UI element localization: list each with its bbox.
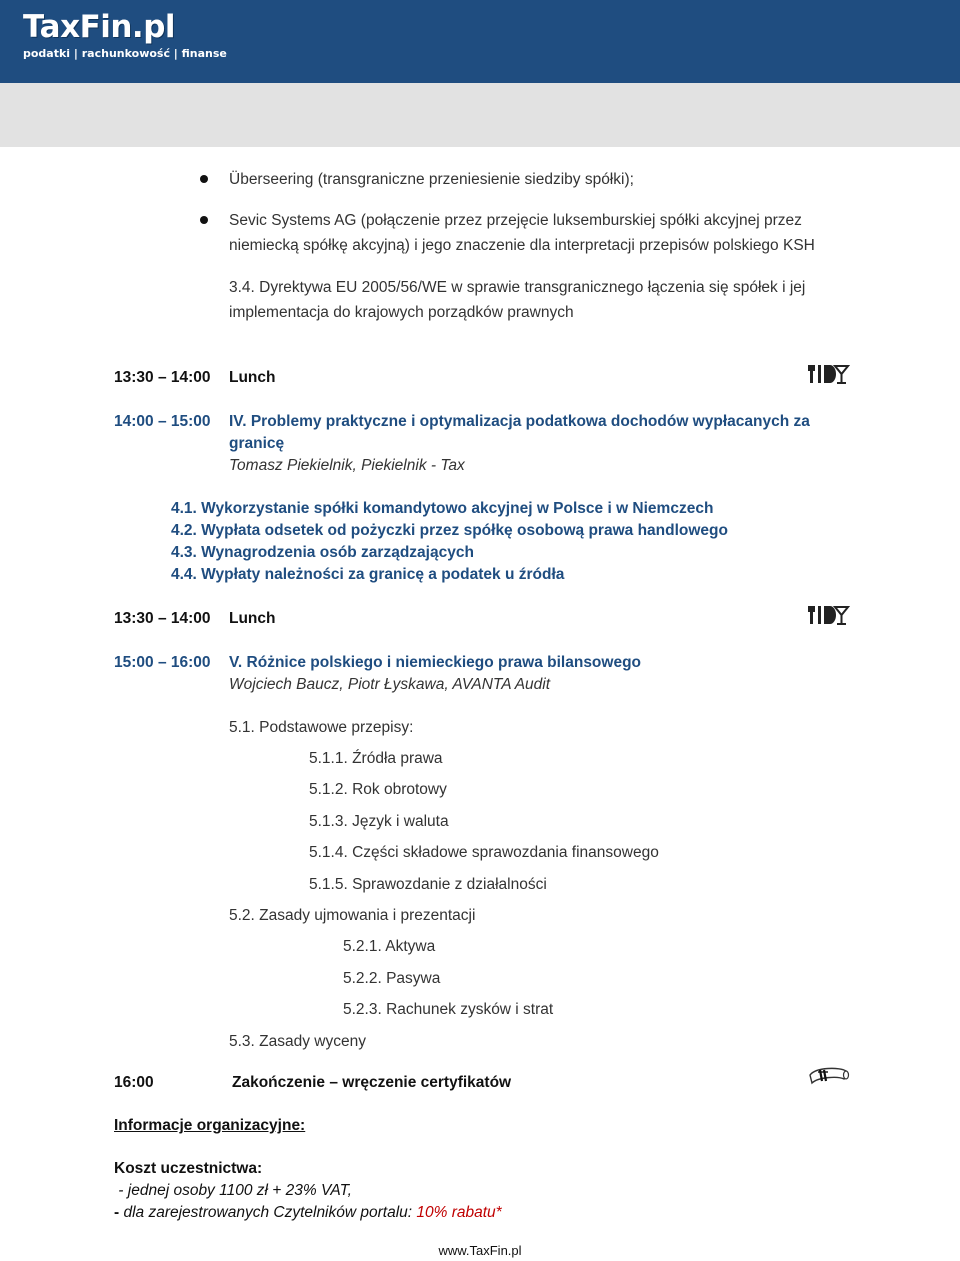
lunch-2-label: Lunch bbox=[229, 610, 276, 627]
bullet-item-uberseering: Überseering (transgraniczne przeniesienie siedziby spółki); bbox=[229, 171, 634, 188]
section-5-1-item: 5.1.2. Rok obrotowy bbox=[309, 781, 447, 798]
taxfin-logo[interactable] bbox=[23, 8, 227, 60]
session-4-speaker: Tomasz Piekielnik, Piekielnik - Tax bbox=[229, 457, 465, 474]
cost-label: Koszt uczestnictwa: bbox=[114, 1160, 263, 1177]
diploma-scroll-icon bbox=[806, 1064, 850, 1086]
cost-line-2-text: dla zarejestrowanych Czytelników portalu: bbox=[123, 1204, 417, 1221]
session-4-item: 4.1. Wykorzystanie spółki komandytowo akcyjnej w Polsce i w Niemczech bbox=[171, 500, 714, 517]
session-5-time: 15:00 – 16:00 bbox=[114, 654, 211, 671]
logo-title: TaxFin.pl bbox=[23, 9, 176, 45]
lunch-1-label: Lunch bbox=[229, 369, 276, 386]
section-5-2-item: 5.2.2. Pasywa bbox=[343, 970, 441, 987]
cutlery-glass-icon bbox=[808, 362, 850, 386]
section-5-1-item: 5.1.1. Źródła prawa bbox=[309, 750, 443, 767]
footer-url[interactable]: www.TaxFin.pl bbox=[438, 1243, 522, 1258]
cost-line-2-dash: - bbox=[114, 1204, 124, 1221]
discount-text: 10% rabatu* bbox=[416, 1204, 502, 1221]
section-3-4-line2: implementacja do krajowych porządków prawnych bbox=[229, 304, 574, 321]
logo-tagline: podatki | rachunkowość | finanse bbox=[23, 47, 227, 60]
session-4-title-line2: granicę bbox=[229, 435, 285, 452]
bullet-dot bbox=[200, 175, 208, 183]
section-5-1-item: 5.1.3. Język i waluta bbox=[309, 813, 449, 830]
bullet-item-sevic-line1: Sevic Systems AG (połączenie przez przejęcie luksemburskiej spółki akcyjnej przez bbox=[229, 212, 802, 229]
section-5-1-item: 5.1.5. Sprawozdanie z działalności bbox=[309, 876, 547, 893]
section-3-4-line1: 3.4. Dyrektywa EU 2005/56/WE w sprawie transgranicznego łączenia się spółek i jej bbox=[229, 279, 806, 296]
section-5-2-item: 5.2.1. Aktywa bbox=[343, 938, 436, 955]
session-4-title-line1: IV. Problemy praktyczne i optymalizacja podatkowa dochodów wypłacanych za bbox=[229, 413, 810, 430]
session-5-title: V. Różnice polskiego i niemieckiego prawa bilansowego bbox=[229, 654, 642, 671]
section-5-2: 5.2. Zasady ujmowania i prezentacji bbox=[229, 907, 476, 924]
closing-label: Zakończenie – wręczenie certyfikatów bbox=[232, 1074, 512, 1091]
info-heading: Informacje organizacyjne: bbox=[114, 1117, 306, 1134]
session-5-speaker: Wojciech Baucz, Piotr Łyskawa, AVANTA Audit bbox=[229, 676, 551, 693]
section-5-3: 5.3. Zasady wyceny bbox=[229, 1033, 366, 1050]
cutlery-glass-icon bbox=[808, 603, 850, 627]
section-5-1: 5.1. Podstawowe przepisy: bbox=[229, 719, 414, 736]
header-bar bbox=[0, 0, 960, 83]
section-5-1-item: 5.1.4. Części składowe sprawozdania finansowego bbox=[309, 844, 659, 861]
session-4-item: 4.2. Wypłata odsetek od pożyczki przez spółkę osobową prawa handlowego bbox=[171, 522, 728, 539]
lunch-2-time: 13:30 – 14:00 bbox=[114, 610, 211, 627]
lunch-1-time: 13:30 – 14:00 bbox=[114, 369, 211, 386]
bullet-item-sevic-line2: niemiecką spółkę akcyjną) i jego znaczenie dla interpretacji przepisów polskiego KSH bbox=[229, 237, 815, 254]
bullet-dot bbox=[200, 216, 208, 224]
cost-line-2 bbox=[114, 1200, 502, 1225]
session-4-time: 14:00 – 15:00 bbox=[114, 413, 211, 430]
section-5-2-item: 5.2.3. Rachunek zysków i strat bbox=[343, 1001, 554, 1018]
header-subbar bbox=[0, 83, 960, 147]
session-4-item: 4.3. Wynagrodzenia osób zarządzających bbox=[171, 544, 474, 561]
session-4-item: 4.4. Wypłaty należności za granicę a podatek u źródła bbox=[171, 566, 565, 583]
cost-line-1-text: - jednej osoby 1100 zł + 23% VAT, bbox=[114, 1182, 352, 1199]
closing-time: 16:00 bbox=[114, 1074, 154, 1091]
